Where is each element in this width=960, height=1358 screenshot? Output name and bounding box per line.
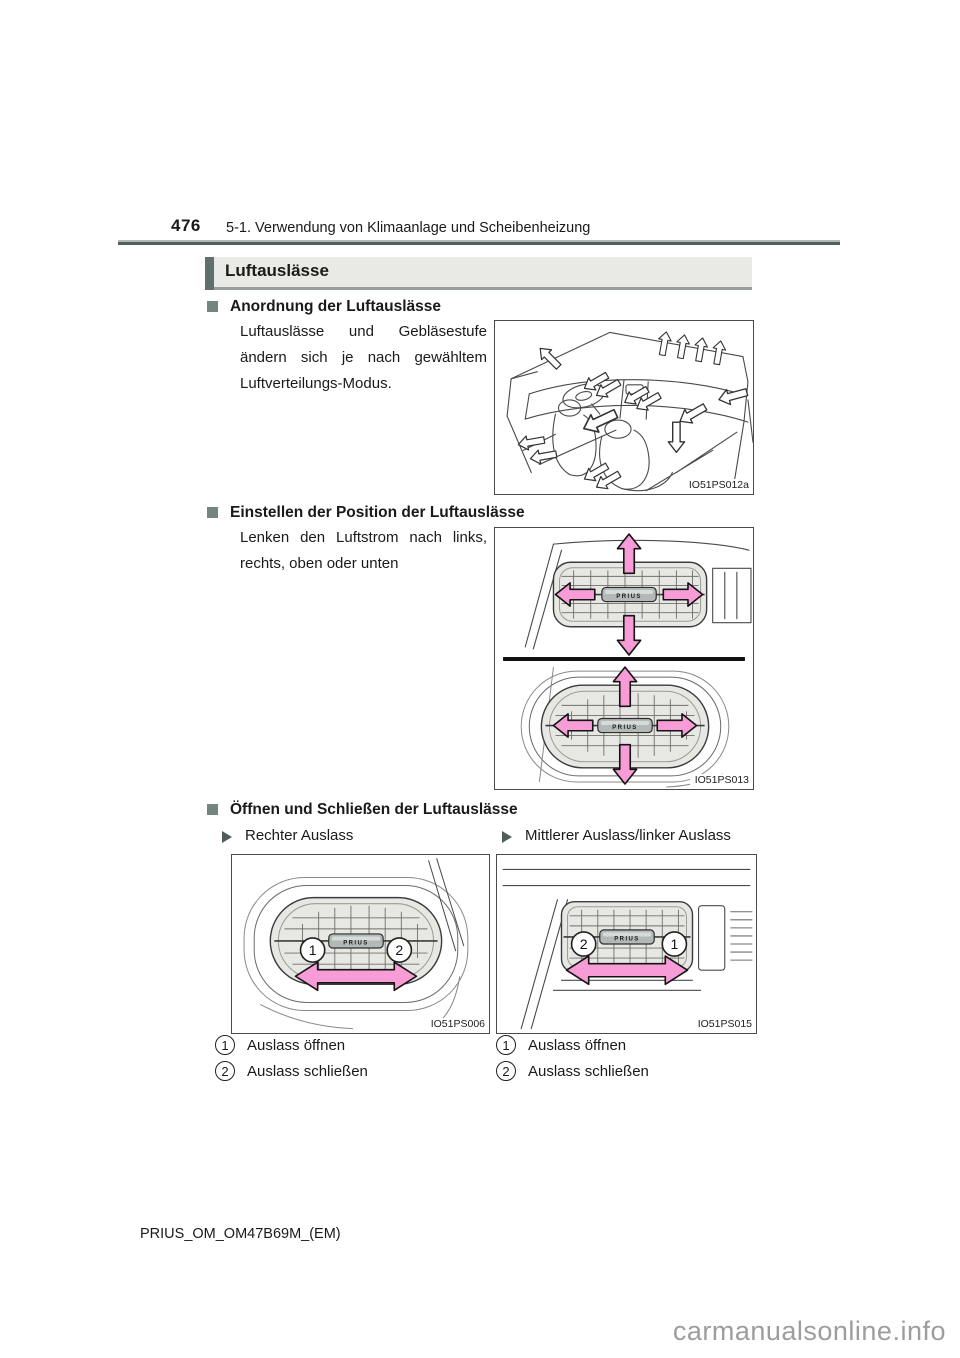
callout-2: [572, 932, 596, 956]
title-accent-bar: [205, 257, 214, 290]
subsection-heading-anordnung: [207, 297, 441, 316]
body-text-einstellen: Lenken den Luftstrom nach links, rechts, oben oder unten: [240, 529, 487, 572]
figure-code: IO51PS015: [693, 1018, 752, 1031]
svg-text:PRIUS: PRIUS: [614, 936, 640, 943]
legend-text: Auslass öffnen: [528, 1037, 627, 1054]
subsection-heading-text: Einstellen der Position der Luftauslässe: [230, 504, 525, 521]
subsection-heading-text: Anordnung der Luftauslässe: [230, 298, 441, 315]
legend-text: Auslass öffnen: [247, 1037, 346, 1054]
vent-knob: [600, 930, 654, 944]
square-bullet-icon: [207, 804, 218, 815]
subsection-heading-einstellen: [207, 503, 525, 522]
legend-number: 2: [215, 1061, 235, 1081]
figure-vent-adjustment: [494, 527, 754, 790]
vent-knob: [598, 718, 652, 732]
svg-text:PRIUS: PRIUS: [343, 940, 369, 947]
right-outlet-illustration: [232, 855, 489, 1033]
document-code: PRIUS_OM_OM47B69M_(EM): [140, 1226, 341, 1242]
watermark: carmanualsonline.info: [672, 1316, 946, 1346]
svg-text:1: 1: [308, 942, 317, 959]
triangle-marker-icon: [222, 831, 232, 843]
svg-text:2: 2: [395, 942, 404, 959]
legend-text: Auslass schließen: [528, 1063, 649, 1080]
vent-adjustment-illustration: [495, 528, 753, 789]
figure-cabin-airflow: [494, 320, 754, 495]
legend-number: 2: [496, 1061, 516, 1081]
svg-text:PRIUS: PRIUS: [612, 725, 638, 732]
body-text-anordnung: Luftauslässe und Gebläsestufe ändern sich je nach gewähltem Luftverteilungs-Modus.: [240, 323, 487, 392]
figure-code: IO51PS006: [426, 1018, 485, 1031]
vent-knob: [329, 934, 383, 948]
legend-number: 1: [215, 1035, 235, 1055]
figure-code: IO51PS013: [690, 774, 749, 787]
column-label-right-outlet: Rechter Auslass: [245, 827, 354, 844]
callout-2: [387, 938, 411, 962]
column-label-center-outlet: Mittlerer Auslass/linker Auslass: [525, 827, 731, 844]
figure-right-outlet: [231, 854, 490, 1034]
callout-1: [301, 938, 325, 962]
svg-text:PRIUS: PRIUS: [616, 594, 642, 601]
section-title-bar: [205, 257, 752, 290]
center-outlet-illustration: [497, 855, 756, 1033]
subsection-heading-oeffnen: [207, 800, 518, 819]
svg-text:1: 1: [670, 936, 679, 953]
header-rule: [118, 240, 840, 245]
legend-text: Auslass schließen: [247, 1063, 368, 1080]
cabin-airflow-illustration: [495, 321, 753, 494]
figure-code: IO51PS012a: [684, 479, 749, 492]
vent-knob: [602, 587, 656, 601]
legend-number: 1: [496, 1035, 516, 1055]
figure-center-outlet: [496, 854, 757, 1034]
square-bullet-icon: [207, 301, 218, 312]
callout-1: [662, 932, 686, 956]
subsection-heading-text: Öffnen und Schließen der Luftauslässe: [230, 801, 518, 818]
page-title: Luftauslässe: [225, 261, 329, 280]
triangle-marker-icon: [502, 831, 512, 843]
square-bullet-icon: [207, 507, 218, 518]
svg-text:2: 2: [579, 936, 588, 953]
page-number: 476: [171, 216, 201, 235]
chapter-header: 5-1. Verwendung von Klimaanlage und Scheibenheizung: [226, 220, 591, 236]
